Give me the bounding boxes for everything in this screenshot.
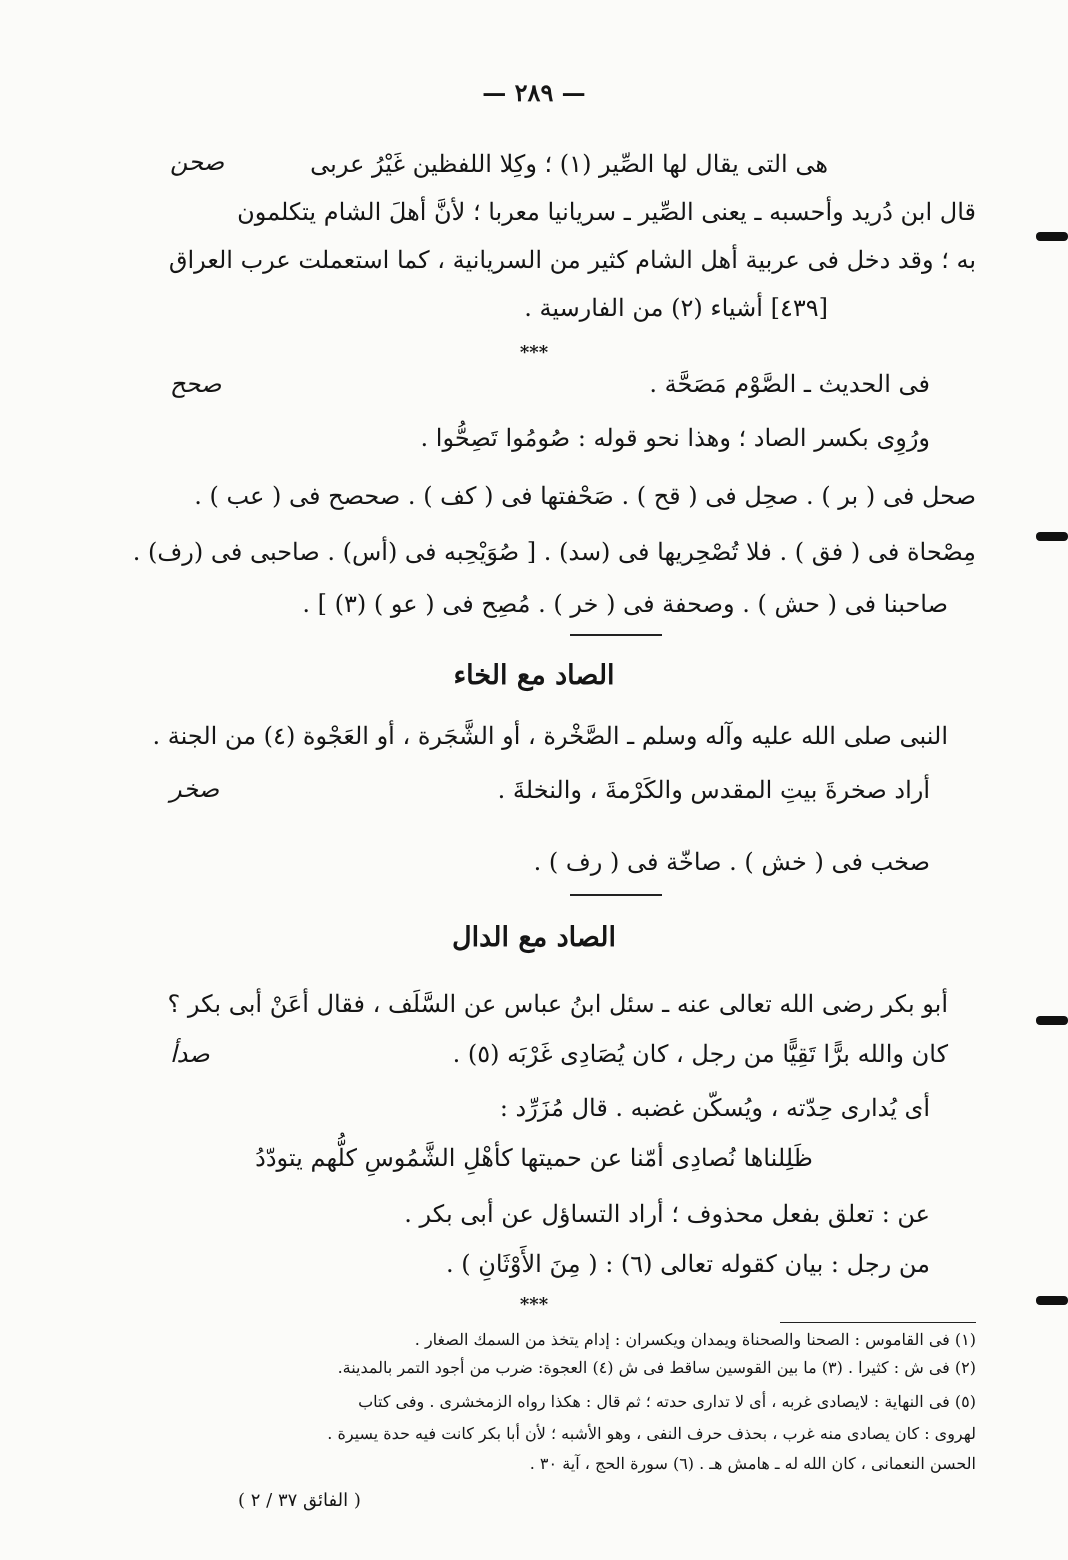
edge-mark — [1036, 232, 1068, 241]
text-line: صاحبنا فى ( حش ) . وصحفة فى ( خر ) . مُصِح فى ( عو ) (٣) ] . — [302, 590, 948, 618]
volume-signature: ( الفائق ٣٧ / ٢ ) — [238, 1490, 361, 1511]
text-line: أى يُدارى حِدّته ، ويُسكّن غضبه . قال مُزَرِّد : — [499, 1094, 930, 1122]
text-line: أبو بكر رضى الله تعالى عنه ـ سئل ابنُ عباس عن السَّلَف ، فقال أعَنْ أبى بكر ؟ — [167, 990, 948, 1018]
text-line: ورُوِى بكسر الصاد ؛ وهذا نحو قوله : صُومُوا تَصِحُّوا . — [420, 424, 930, 452]
page-number: — ٢٨٩ — — [482, 78, 586, 107]
text-line: به ؛ وقد دخل فى عربية أهل الشام كثير من السريانية ، كما استعملت عرب العراق — [168, 246, 976, 274]
margin-keyword-sakhr: صخر — [170, 775, 220, 803]
text-line: النبى صلى الله عليه وآله وسلم ـ الصَّخْرة ، أو الشَّجَرة ، أو العَجْوة (٤) من الجنة . — [152, 722, 948, 750]
divider-line — [570, 634, 662, 636]
text-line: قال ابن دُريد وأحسبه ـ يعنى الصِّير ـ سريانيا معربا ؛ لأنَّ أهلَ الشام يتكلمون — [237, 198, 976, 226]
text-line: عن : تعلق بفعل محذوف ؛ أراد التساؤل عن أبى بكر . — [404, 1200, 930, 1228]
text-line: صخب فى ( خش ) . صاخّة فى ( رف ) . — [533, 848, 930, 876]
footnote-separator — [780, 1322, 976, 1323]
footnote: (١) فى القاموس : الصحنا والصحناة ويمدان ويكسران : إدام يتخذ من السمك الصغار . — [414, 1330, 976, 1349]
section-heading-dal: الصاد مع الدال — [451, 922, 617, 953]
text-line: [٤٣٩] أشياء (٢) من الفارسية . — [524, 294, 828, 322]
text-line: كان والله برًّا تَقِيًّا من رجل ، كان يُصَادِى غَرْبَه (٥) . — [452, 1040, 948, 1068]
text-line: صحل فى ( بر ) . صحِل فى ( قح ) . صَحْفتها فى ( كف ) . صحصح فى ( عب ) . — [194, 482, 976, 510]
footnote: لهروى : كان يصادى منه غرب ، بحذف حرف النفى ، وهو الأشبه ؛ لأن أبا بكر كانت فيه حدة يسيرة . — [327, 1424, 976, 1443]
text-line: من رجل : بيان كقوله تعالى (٦) : ( مِنَ الأَوْثَانِ ) . — [446, 1250, 930, 1278]
section-separator-stars: *** — [519, 342, 549, 363]
divider-line — [570, 894, 662, 896]
section-heading-kha: الصاد مع الخاء — [453, 660, 615, 691]
footnote: (٥) فى النهاية : لايصادى غربه ، أى لا تدارى حدته ؛ ثم قال : هكذا رواه الزمخشرى . وفى كتاب — [358, 1392, 976, 1411]
edge-mark — [1036, 532, 1068, 541]
margin-keyword-sahn: صحن — [170, 148, 225, 176]
text-line: فى الحديث ـ الصَّوْم مَصَحَّة . — [649, 370, 930, 398]
edge-mark — [1036, 1016, 1068, 1025]
text-line: مِصْحاة فى ( فق ) . فلا تُصْحِريها فى (سد) . [ صُوَيْحِبه فى (أس) . صاحبى فى (رف) . — [132, 538, 976, 566]
text-line: أراد صخرةَ بيتِ المقدس والكَرْمةَ ، والنخلةَ . — [497, 776, 930, 804]
margin-keyword-sahh: صحح — [170, 370, 222, 398]
margin-keyword-sada: صدأ — [170, 1040, 210, 1068]
footnote: (٢) فى ش : كثيرا . (٣) ما بين القوسين ساقط فى ش (٤) العجوة: ضرب من أجود التمر بالمدينة. — [337, 1358, 976, 1377]
text-line: هى التى يقال لها الصِّير (١) ؛ وكِلا اللفظين غَيْرُ عربى — [310, 150, 828, 178]
poetry-verse: ظَلِلناها نُصادِى أمّنا عن حميتها كأهْلِ الشَّمُوسِ كلُّهم يتودّدُ — [255, 1144, 813, 1172]
section-separator-stars: *** — [519, 1294, 549, 1315]
footnote: الحسن النعمانى ، كان الله له ـ هامش هـ . (٦) سورة الحج ، آية ٣٠ . — [529, 1454, 976, 1473]
